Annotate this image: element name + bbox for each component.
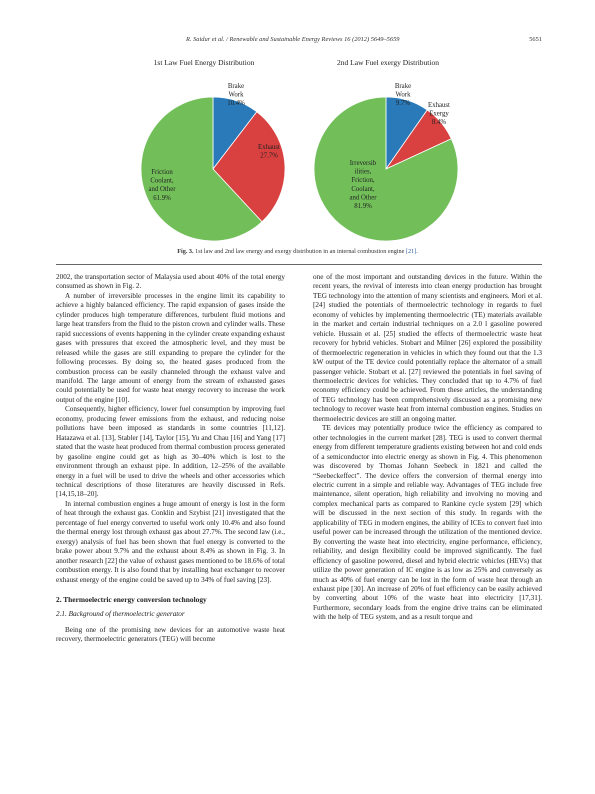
paragraph: 2002, the transportation sector of Malaysia used about 40% of the total energy consumed as shown in Fig. 2. [56,273,285,291]
pie-charts [56,56,542,246]
subsection-heading: 2.1. Background of thermoelectric generator [56,610,185,619]
pie-title: 1st Law Fuel Energy Distribution [153,58,255,67]
caption-text: 1st law and 2nd law energy and exergy distribution in an internal combustion engine [195,248,405,255]
running-header [56,36,542,48]
pie-title: 2nd Law Fuel exergy Distribution [337,58,439,67]
slice-label: Friction Coolant, and Other 61.9% [148,169,176,202]
caption-label: Fig. 3. [177,248,194,255]
paragraph: In internal combustion engines a huge amount of energy is lost in the form of heat through the exhaust gas. Conklin and Szybist [21] investigated that the percentage of fuel energy converted to useful work only 10.4% and also found the thermal energy lost through exhaust gas about 27.7%. The second law (i.e., exergy) analysis of fuel has been shown that fuel energy is converted to the brake power about 9.7% and the exhaust about 8.4% as shown in Fig. 3. In another research [22] the value of exhaust gases mentioned to be 18.6% of total combustion energy. It is also found that by installing heat exchanger to recover exhaust energy of the engine could be saved up to 34% of fuel saving [23]. [56,499,285,584]
slice-label: Brake Work 9.7% [394,83,412,108]
slice-label: Exhaust 27.7% [258,144,280,160]
paragraph: TE devices may potentially produce twice the efficiency as compared to other technologies in the current market [28]. TEG is used to convert thermal energy from different temperature gradients existing between hot and cold ends of a semiconductor into electric energy as shown in Fig. 4. This phenomenon was discovered by Thomas Johann Seebeck in 1821 and called the “Seebeckeffect”. The device offers the conversion of thermal energy into electric current in a simple and reliable way. Advantages of TEG include free maintenance, silent operation, high reliability and involving no moving and complex mechanical parts as compared to Rankine cycle system [29] which will be discussed in the next section of this study. In regards with the applicability of TEG in modern engines, the ability of ICEs to convert fuel into useful power can be increased through the utilization of the mentioned device. By converting the waste heat into electricity, engine performance, efficiency, reliability, and design flexibility could be improved significantly. The fuel efficiency of gasoline powered, diesel and hybrid electric vehicles (HEVs) that utilize the power generation of IC engine is as low as 25% and conversely as much as 40% of fuel energy can be lost in the form of waste heat through an exhaust pipe [30]. An increase of 20% of fuel efficiency can be easily achieved by converting about 10% of the waste heat into electricity [17,31]. Furthermore, secondary loads from the engine drive trains can be eliminated with the help of TEG system, and as a result torque and [313,424,542,622]
page-number: 5651 [529,36,542,43]
caption-divider [56,264,542,265]
running-head: R. Saidur et al. / Renewable and Sustainable Energy Reviews 16 (2012) 5649–5659 [186,36,400,43]
section-heading: 2. Thermoelectric energy conversion technology [56,594,207,604]
slice-label: Brake Work 10.4% [227,83,245,108]
figure-3 [56,56,542,256]
paragraph: Being one of the promising new devices for an automotive waste heat recovery, thermoelectric generators (TEG) will become [56,625,285,644]
paragraph: A number of irreversible processes in the engine limit its capability to achieve a highly balanced efficiency. The rapid expansion of gases inside the cylinder produces high temperature differences, turbulent fluid motions and large heat transfers from the fluid to the piston crown and cylinder walls. These rapid successions of events happening in the cylinder create expanding exhaust gases with pressures that exceed the atmospheric level, and they must be released while the gases are still expanding to prepare the cylinder for the following processes. By doing so, the heated gases produced from the combustion process can be easily channeled through the exhaust valve and manifold. The large amount of energy from the stream of exhausted gases could potentially be used for waste heat energy recovery to increase the work output of the engine [10]. [56,291,285,404]
right-column [313,273,542,623]
figure-caption [0,248,595,255]
left-column [56,273,285,645]
slice-label: Irreversib ilities, Friction, Coolant, and Other 81.9% [349,160,377,210]
paragraph: one of the most important and outstanding devices in the future. Within the recent years, the revival of interests into clean energy production has brought TEG technology into the attention of many scientists and engineers. Mori et al. [24] studied the potentials of thermoelectric technology in regards to fuel economy of vehicles by implementing thermoelectric (TE) materials available in the market and certain industrial techniques on a 2.0 l gasoline powered vehicle. Hussain et al. [25] studied the effects of thermoelectric waste heat recovery for hybrid vehicles. Stobart and Milner [26] explored the possibility of thermoelectric regeneration in vehicles in which they found out that the 1.3 kW output of the TE device could potentially replace the alternator of a small passenger vehicle. Stobart et al. [27] reviewed the potentials in fuel saving of thermoelectric devices for vehicles. They concluded that up to 4.7% of fuel economy efficiency could be achieved. From these articles, the understanding of TEG technology has been comprehensively discussed as a promising new technology to recover waste heat from internal combustion engines. Studies on thermoelectric devices are still an ongoing matter. [313,273,542,423]
paragraph: Consequently, higher efficiency, lower fuel consumption by improving fuel economy, producing fewer emissions from the exhaust, and reducing noise pollutions have been imposed as standards in some countries [11,12]. Hatazawa et al. [13], Stabler [14], Taylor [15], Yu and Chau [16] and Yang [17] stated that the waste heat produced from thermal combustion process generated by gasoline engine could get as high as 30–40% which is lost to the environment through an exhaust pipe. In addition, 12–25% of the available energy in a fuel will be used to drive the wheels and other accessories which technical descriptions of those literatures are heavily discussed in Refs. [14,15,18–20]. [56,405,285,499]
caption-reference[interactable]: [21] [405,248,417,255]
slice-label: Exhaust Exergy 8.4% [428,102,450,127]
caption-end: . [416,248,418,255]
